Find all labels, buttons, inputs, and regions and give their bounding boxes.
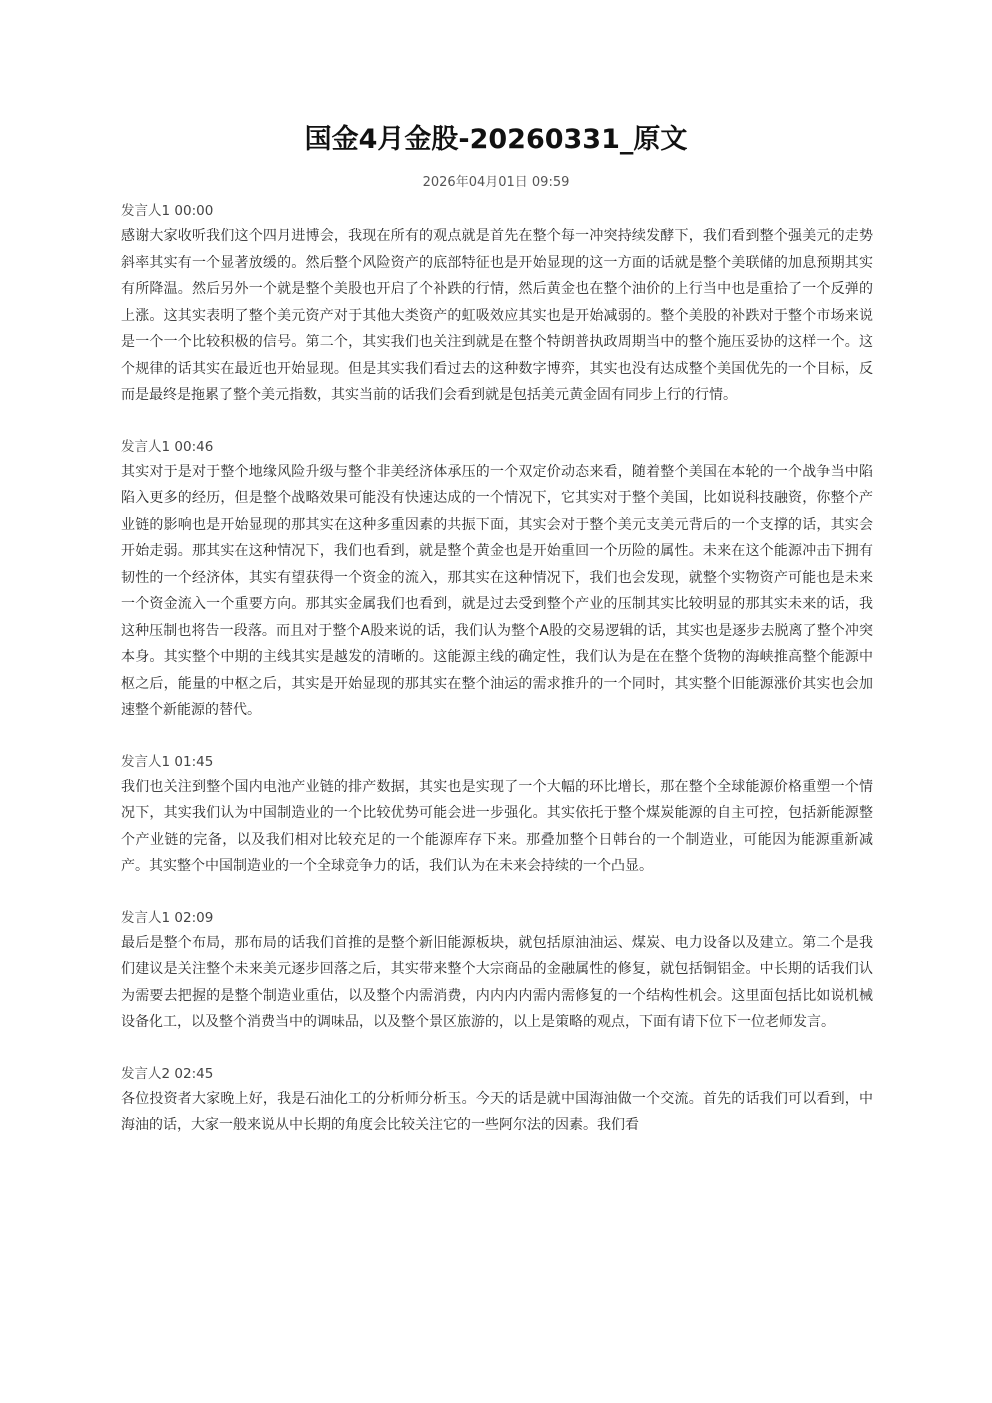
speaker-timestamp: 02:09: [174, 909, 214, 926]
transcript-paragraph: 其实对于是对于整个地缘风险升级与整个非美经济体承压的一个双定价动态来看，随着整个美国在本轮的一个战争当中陷陷入更多的经历，但是整个战略效果可能没有快速达成的一个情况下，它其实对于整个美国，比如说科技融资，你整个产业链的影响也是开始显现的那其实在这种多重因素的共振下面，其实会对于整个美元支美元背后的一个支撑的话，其实会开始走弱。那其实在这种情况下，我们也看到，就是整个黄金也是开始重回一个历险的属性。未来在这个能源冲击下拥有韧性的一个经济体，其实有望获得一个资金的流入，那其实在这种情况下，我们也会发现，就整个实物资产可能也是未来一个资金流入一个重要方向。那其实金属我们也看到，就是过去受到整个产业的压制其实比较明显的那其实未来的话，我这种压制也将告一段落。而且对于整个A股来说的话，我们认为整个A股的交易逻辑的话，其实也是逐步去脱离了整个冲突本身。其实整个中期的主线其实是越发的清晰的。这能源主线的确定性，我们认为是在在整个货物的海峡推高整个能源中枢之后，能量的中枢之后，其实是开始显现的那其实在整个油运的需求推升的一个同时，其实整个旧能源涨价其实也会加速整个新能源的替代。: [121, 463, 873, 718]
speaker-header: [121, 199, 873, 223]
speaker-timestamp: 00:00: [174, 203, 214, 219]
speaker-header: [121, 906, 873, 930]
transcript-body: [121, 199, 873, 1165]
speaker-header: [121, 750, 873, 774]
speaker-name: 发言人2: [121, 1065, 171, 1082]
transcript-paragraph: 我们也关注到整个国内电池产业链的排产数据，其实也是实现了一个大幅的环比增长，那在整个全球能源价格重塑一个情况下，其实我们认为中国制造业的一个比较优势可能会进一步强化。其实依托于整个煤炭能源的自主可控，包括新能源整个产业链的完备，以及我们相对比较充足的一个能源库存下来。那叠加整个日韩台的一个制造业，可能因为能源重新减产。其实整个中国制造业的一个全球竞争力的话，我们认为在未来会持续的一个凸显。: [121, 778, 873, 874]
transcript-paragraph: 感谢大家收听我们这个四月进博会，我现在所有的观点就是首先在整个每一冲突持续发酵下，我们看到整个强美元的走势斜率其实有一个显著放缓的。然后整个风险资产的底部特征也是开始显现的这一方面的话就是整个美联储的加息预期其实有所降温。然后另外一个就是整个美股也开启了个补跌的行情，然后黄金也在整个油价的上行当中也是重拾了一个反弹的上涨。这其实表明了整个美元资产对于其他大类资产的虹吸效应其实也是开始减弱的。整个美股的补跌对于整个市场来说是一个一个比较积极的信号。第二个，其实我们也关注到就是在整个特朗普执政周期当中的整个施压妥协的这样一个。这个规律的话其实在最近也开始显现。但是其实我们看过去的这种数字博弈，其实也没有达成整个美国优先的一个目标，反而是最终是拖累了整个美元指数，其实当前的话我们会看到就是包括美元黄金固有同步上行的行情。: [121, 228, 873, 403]
speaker-timestamp: 01:45: [174, 753, 214, 770]
transcript-section: [121, 750, 873, 880]
speaker-name: 发言人1: [121, 203, 171, 219]
speaker-header: [121, 435, 873, 459]
speaker-header: [121, 1062, 873, 1086]
speaker-name: 发言人1: [121, 909, 171, 926]
document-title: 国金4月金股-20260331_原文: [304, 124, 688, 155]
speaker-timestamp: 00:46: [174, 438, 214, 455]
transcript-paragraph: 各位投资者大家晚上好，我是石油化工的分析师分析玉。今天的话是就中国海油做一个交流。首先的话我们可以看到，中海油的话，大家一般来说从中长期的角度会比较关注它的一些阿尔法的因素。我们看: [121, 1090, 873, 1133]
transcript-paragraph: 最后是整个布局，那布局的话我们首推的是整个新旧能源板块，就包括原油油运、煤炭、电力设备以及建立。第二个是我们建议是关注整个未来美元逐步回落之后，其实带来整个大宗商品的金融属性的修复，就包括铜铝金。中长期的话我们认为需要去把握的是整个制造业重估，以及整个内需消费，内内内内需内需修复的一个结构性机会。这里面包括比如说机械设备化工，以及整个消费当中的调味品，以及整个景区旅游的，以上是策略的观点，下面有请下位下一位老师发言。: [121, 934, 873, 1030]
document-datetime: 2026年04月01日 09:59: [422, 175, 570, 190]
transcript-section: [121, 906, 873, 1036]
transcript-section: [121, 199, 873, 409]
speaker-name: 发言人1: [121, 753, 171, 770]
speaker-timestamp: 02:45: [174, 1065, 214, 1082]
transcript-section: [121, 435, 873, 724]
speaker-name: 发言人1: [121, 438, 171, 455]
transcript-section: [121, 1062, 873, 1139]
